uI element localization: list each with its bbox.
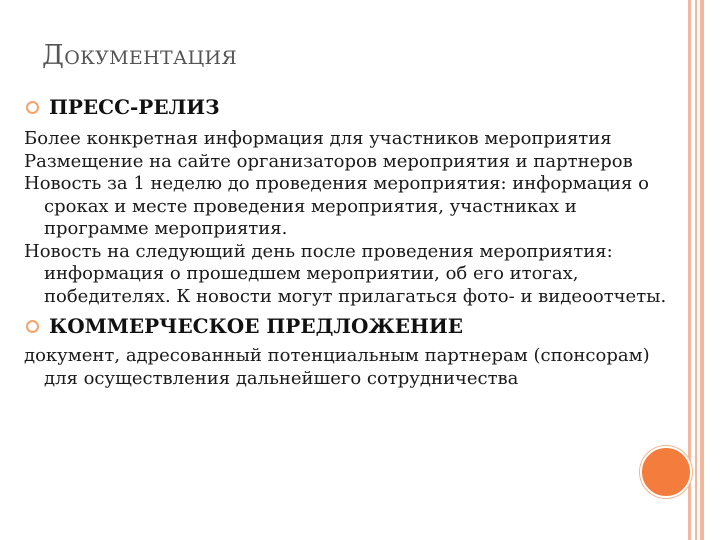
title-initial: Д xyxy=(42,40,65,71)
slide-content xyxy=(24,93,684,390)
press-release-item: Размещение на сайте организаторов мероприятия и партнеров xyxy=(24,150,633,172)
press-release-item: Новость на следующий день после проведения мероприятия: информация о прошедшем мероприятии, об его итогах, победителях. К новости могут прилагаться фото- и видеоотчеты. xyxy=(24,240,667,307)
section-heading-press-release: ПРЕСС-РЕЛИЗ xyxy=(24,93,684,121)
decorative-rail-right xyxy=(700,0,704,540)
section-heading-commercial-offer: КОММЕРЧЕСКОЕ ПРЕДЛОЖЕНИЕ xyxy=(24,312,684,340)
decorative-rail-middle xyxy=(695,0,697,540)
title-rest: ОКУМЕНТАЦИЯ xyxy=(64,47,238,69)
slide-title xyxy=(42,40,237,71)
decorative-orange-circle xyxy=(640,446,692,498)
commercial-offer-item: документ, адресованный потенциальным партнерам (спонсорам) для осуществления дальнейшего сотрудничества xyxy=(24,345,650,389)
press-release-item: Более конкретная информация для участников мероприятия xyxy=(24,128,612,149)
press-release-item: Новость за 1 неделю до проведения мероприятия: информация о сроках и месте проведения мероприятия, участниках и программе мероприятия. xyxy=(24,173,649,239)
